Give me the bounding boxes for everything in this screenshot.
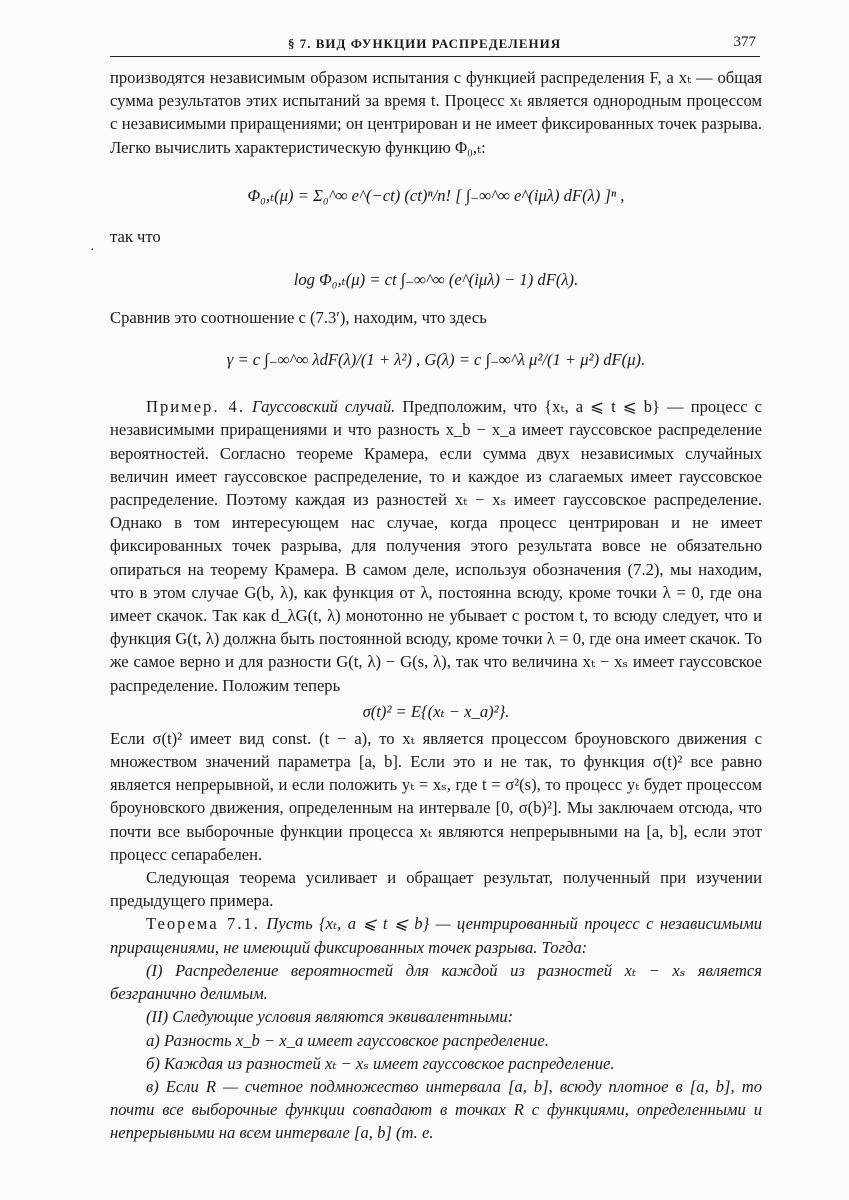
theorem-item-b: б) Каждая из разностей xₜ − xₛ имеет гауссовское распределение. — [146, 1053, 615, 1073]
paragraph-3: Сравнив это соотношение с (7.3′), находим, что здесь — [110, 308, 487, 328]
running-header — [110, 34, 760, 57]
theorem-heading: Теорема 7.1. — [146, 914, 260, 934]
formula-sigma: σ(t)² = E{(xₜ − x_a)²}. — [362, 701, 510, 721]
example-body: Предположим, что {xₜ, a ⩽ t ⩽ b} — процесс с независимыми приращениями и что разность x_b − x_a имеет гауссовское распределение вероятностей. Согласно теореме Крамера, если сумма двух независимых случайных величин имеет гауссовское распределение, то и каждое из слагаемых имеет гауссовское распределение. Поэтому каждая из разностей xₜ − xₛ имеет гауссовское распределение. Однако в том интересующем нас случае, когда процесс центрирован и не имеет фиксированных точек разрыва, для получения этого результата вовсе не обязательно опираться на теорему Крамера. В самом деле, используя обозначения (7.2), мы находим, что в этом случае G(b, λ), как функция от λ, постоянна всюду, кроме точки λ = 0, где она имеет скачок. Так как d_λG(t, λ) монотонно не убывает с ростом t, то всюду следует, что и функция G(t, λ) должна быть постоянной всюду, кроме точки λ = 0, где она имеет скачок. То же самое верно и для разности G(t, λ) − G(s, λ), так что величина xₜ − xₛ имеет гауссовское распределение. Положим теперь — [110, 397, 762, 695]
formula-log-characteristic: log Φ₀,ₜ(μ) = ct ∫₋∞^∞ (e^(iμλ) − 1) dF(λ). — [293, 270, 579, 290]
theorem-item-a: а) Разность x_b − x_a имеет гауссовское распределение. — [146, 1030, 549, 1050]
paragraph-2: так что — [110, 226, 161, 246]
theorem-item-2: (II) Следующие условия являются эквивалентными: — [146, 1007, 514, 1027]
paragraph-1: производятся независимым образом испытания с функцией распределения F, а xₜ — общая сумма результатов этих испытаний за время t. Процесс xₜ является однородным процессом с независимыми приращениями; он центрирован и не имеет фиксированных точек разрыва. Легко вычислить характеристическую функцию Φ₀,ₜ: — [110, 68, 762, 157]
formula-gamma-G: γ = c ∫₋∞^∞ λdF(λ)/(1 + λ²) , G(λ) = c ∫₋∞^λ μ²/(1 + μ²) dF(μ). — [226, 350, 646, 370]
example-title: Гауссовский случай. — [252, 397, 396, 417]
example-4-paragraph — [110, 395, 762, 697]
page-body — [110, 66, 762, 1145]
theorem-item-1: (I) Распределение вероятностей для каждой из разностей xₜ − xₛ является безгранично делимым. — [110, 960, 762, 1004]
theorem-intro: Пусть {xₜ, a ⩽ t ⩽ b} — центрированный процесс с независимыми приращениями, не имеющий фиксированных точек разрыва. Тогда: — [110, 914, 762, 957]
example-heading: Пример. 4. — [146, 397, 245, 417]
paragraph-6: Следующая теорема усиливает и обращает результат, полученный при изучении предыдущего примера. — [110, 868, 762, 911]
paragraph-5: Если σ(t)² имеет вид const. (t − a), то xₜ является процессом броуновского движения с множеством значений параметра [a, b]. Если это и не так, то функция σ(t)² все равно является непрерывной, и если положить yₜ = xₛ, где t = σ²(s), то процесс yₜ будет процессом броуновского движения, определенным на интервале [0, σ(b)²]. Мы заключаем отсюда, что почти все выборочные функции процесса xₜ являются непрерывными на [a, b], если этот процесс сепарабелен. — [110, 728, 762, 864]
page-number: 377 — [733, 34, 756, 50]
theorem-statement — [110, 912, 762, 958]
margin-dot: · — [90, 243, 95, 258]
theorem-item-c: в) Если R — счетное подмножество интервала [a, b], всюду плотное в [a, b], то почти все выборочные функции совпадают в точках R с функциями, определенными и непрерывными на всем интервале [a, b] (т. е. — [110, 1076, 762, 1143]
formula-characteristic-function: Φ₀,ₜ(μ) = Σ₀^∞ e^(−ct) (ct)ⁿ/n! [ ∫₋∞^∞ e^(iμλ) dF(λ) ]ⁿ , — [247, 185, 625, 205]
section-title: § 7. ВИД ФУНКЦИИ РАСПРЕДЕЛЕНИЯ — [288, 36, 562, 51]
